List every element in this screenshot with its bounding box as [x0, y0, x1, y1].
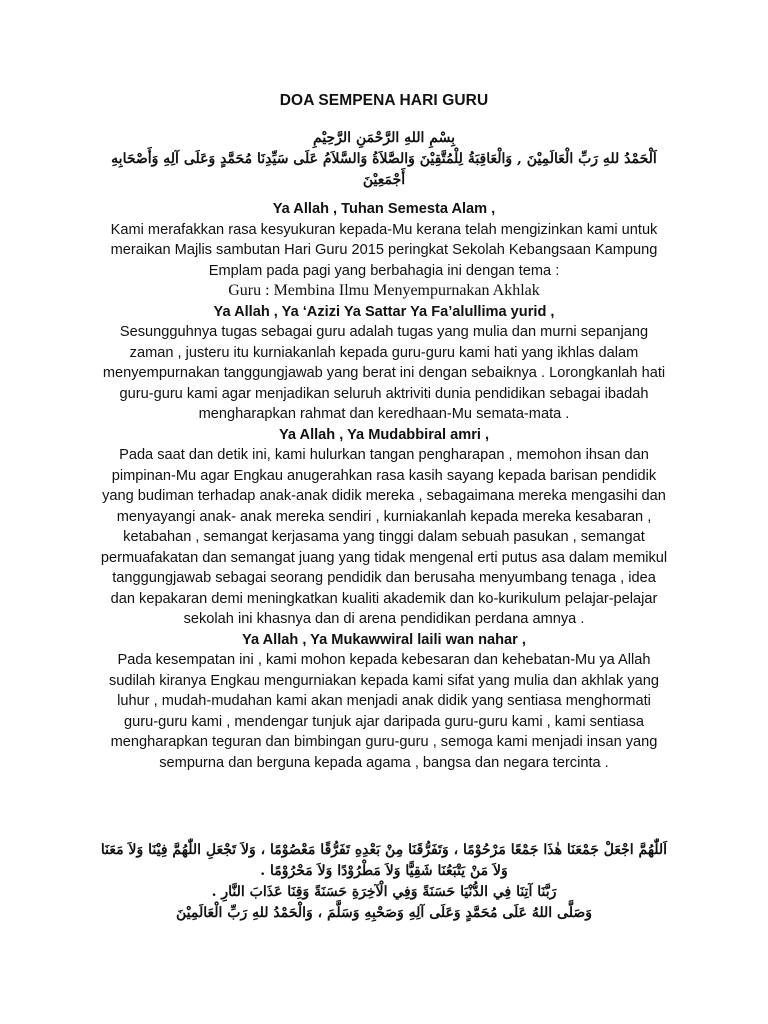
theme-line: Guru : Membina Ilmu Menyempurnakan Akhlak [228, 282, 540, 299]
page-title: DOA SEMPENA HARI GURU [279, 92, 489, 109]
closing-arabic-line-2: رَبَّنَا آتِنَا فِي الدُّنْيَا حَسَنَةً وَفِي الْآخِرَةِ حَسَنَةً وَقِنَا عَذَابَ النَّارِ . [211, 884, 557, 900]
opening-arabic: اَلْحَمْدُ للهِ رَبِّ الْعَالَمِيْنَ , وَالْعَاقِبَةُ لِلْمُتَّقِيْنَ وَالصَّلاَةُ وَالسَّلاَمُ عَلَى سَيِّدِنَا مُحَمَّدٍ وَعَلَى آلِهِ وَأَصْحَابِهِ أَجْمَعِيْنَ [111, 151, 657, 188]
closing-arabic-block [100, 840, 668, 924]
heading-mudabbiral-amri: Ya Allah , Ya Mudabbiral amri , [278, 426, 490, 443]
heading-mukawwiral-laili: Ya Allah , Ya Mukawwiral laili wan nahar , [242, 631, 526, 648]
heading-tuhan-semesta-alam: Ya Allah , Tuhan Semesta Alam , [272, 201, 496, 217]
closing-arabic-line-3: وَصَلَّى اللهُ عَلَى مُحَمَّدٍ وَعَلَى آلِهِ وَصَحْبِهِ وَسَلَّمَ ، وَالْحَمْدُ للهِ رَبِّ الْعَالَمِيْنَ [176, 905, 592, 921]
closing-arabic-line-1: اَللّٰهُمَّ اجْعَلْ جَمْعَنَا هٰذَا جَمْعًا مَرْحُوْمًا ، وَتَفَرُّقَنَا مِنْ بَعْدِهِ تَفَرُّقًا مَعْصُوْمًا ، وَلاَ تَجْعَلِ اللّٰهُمَّ فِيْنَا وَلاَ مَعَنَا وَلاَ مَنْ يَتْبَعُنَا شَقِيًّا وَلاَ مَطْرُوْدًا وَلاَ مَحْرُوْمًا . [100, 842, 668, 879]
paragraph-noble-character: Pada kesempatan ini , kami mohon kepada kebesaran dan kehebatan-Mu ya Allah sudilah kiranya Engkau mengurniakan kepada kami sifat yang mulia dan akhlak yang luhur , mudah-mudahan kami akan menjadi anak didik yang sentiasa menghormati guru-guru kami , mendengar tunjuk ajar daripada guru-guru kami , kami sentiasa mengharapkan teguran dan bimbingan guru-guru , semoga kami menjadi insan yang sempurna dan berguna kepada agama , bangsa dan negara tercinta . [108, 652, 660, 771]
paragraph-compassion: Pada saat dan detik ini, kami hulurkan tangan pengharapan , memohon ihsan dan pimpinan-Mu agar Engkau anugerahkan rasa kasih sayang kepada barisan pendidik yang budiman terhadap anak-anak didik mereka , sebagaimana mereka mengasihi dan menyayangi anak- anak mereka sendiri , kurniakanlah kepada mereka kesabaran , ketabahan , semangat kerjasama yang tinggi dalam sebuah pasukan , semangat permuafakatan dan semangat juang yang tidak mengenal erti putus asa dalam memikul tanggungjawab sebagai seorang pendidik dan berusaha menyumbang tenaga , idea dan kepakaran demi meningkatkan kualiti akademik dan ko-kurikulum pelajar-pelajar sekolah ini khasnya dan di arena pendidikan perdana amnya . [100, 447, 668, 627]
paragraph-gratitude: Kami merafakkan rasa kesyukuran kepada-Mu kerana telah mengizinkan kami untuk meraikan Majlis sambutan Hari Guru 2015 peringkat Sekolah Kebangsaan Kampung Emplam pada pagi yang berbahagia ini dengan tema : [110, 221, 658, 279]
bismillah-arabic: بِسْمِ اللهِ الرَّحْمَنِ الرَّحِيْمِ [313, 130, 455, 146]
paragraph-teacher-duty: Sesungguhnya tugas sebagai guru adalah tugas yang mulia dan murni sepanjang zaman , justeru itu kurniakanlah kepada guru-guru kami hati yang ikhlas dalam menyempurnakan tanggungjawab yang berat ini dengan sebaiknya . Lorongkanlah hati guru-guru kami agar menjadikan seluruh aktriviti dunia pendidikan sebagai ibadah mengharapkan rahmat dan keredhaan-Mu semata-mata . [102, 324, 666, 422]
prayer-body [100, 199, 668, 773]
heading-azizi-sattar: Ya Allah , Ya ‘Azizi Ya Sattar Ya Fa’alullima yurid , [213, 303, 555, 320]
